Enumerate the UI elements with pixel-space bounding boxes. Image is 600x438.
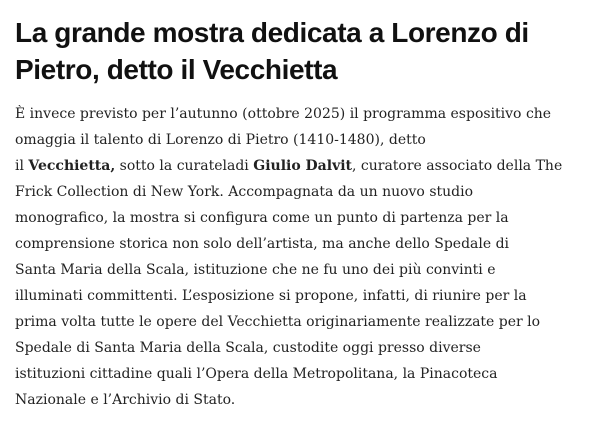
paragraph-line: prima volta tutte le opere del Vecchietta originariamente realizzate per lo: [15, 314, 541, 330]
paragraph-line: Frick Collection di New York. Accompagnata da un nuovo studio: [15, 184, 474, 200]
paragraph-line: Nazionale e l’Archivio di Stato.: [15, 392, 236, 408]
curator-name-bold: Giulio Dalvit: [253, 158, 352, 174]
article-header: [15, 14, 590, 88]
paragraph-line: È invece previsto per l’autunno (ottobre 2025) il programma espositivo che: [15, 106, 552, 122]
paragraph-line: illuminati committenti. L’esposizione si propone, infatti, di riunire per la: [15, 288, 527, 304]
text-fragment: il: [15, 158, 29, 174]
article-title: [15, 14, 590, 88]
paragraph-line: comprensione storica non solo dell’artista, ma anche dello Spedale di: [15, 236, 510, 252]
article-body-paragraph: [15, 101, 590, 413]
paragraph-line: [15, 153, 590, 179]
text-fragment: , curatore associato della The: [352, 158, 563, 174]
text-fragment: sotto la curateladi: [115, 158, 254, 174]
artist-name-bold: Vecchietta,: [28, 158, 116, 174]
article-title-line-1: La grande mostra dedicata a Lorenzo di: [15, 17, 529, 48]
article-title-line-2: Pietro, detto il Vecchietta: [15, 54, 338, 85]
paragraph-line: monografico, la mostra si configura come un punto di partenza per la: [15, 210, 509, 226]
paragraph-line: omaggia il talento di Lorenzo di Pietro (1410-1480), detto: [15, 132, 426, 148]
paragraph-line: Spedale di Santa Maria della Scala, custodite oggi presso diverse: [15, 340, 481, 356]
paragraph-line: istituzioni cittadine quali l’Opera della Metropolitana, la Pinacoteca: [15, 366, 498, 382]
paragraph-line: Santa Maria della Scala, istituzione che ne fu uno dei più convinti e: [15, 262, 496, 278]
